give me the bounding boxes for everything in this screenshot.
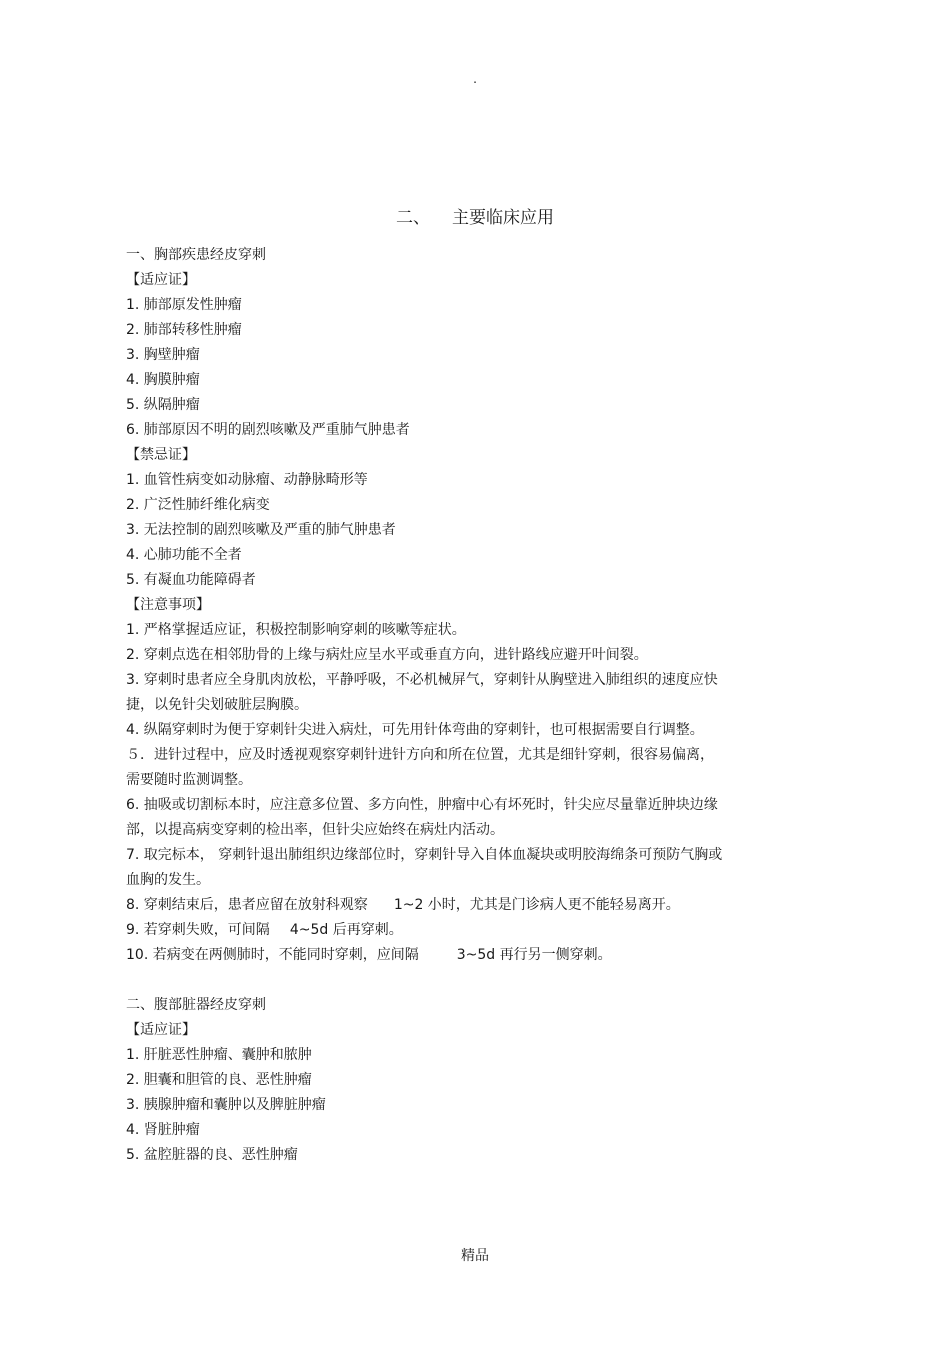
list-item: 2. 胆囊和胆管的良、恶性肿瘤	[126, 1072, 312, 1088]
list-item: 3. 穿刺时患者应全身肌肉放松，平静呼吸，不必机械屏气，穿刺针从胸壁进入肺组织的速度应快	[126, 672, 718, 688]
list-item	[126, 893, 776, 918]
list-item: 4. 纵隔穿刺时为便于穿刺针尖进入病灶，可先用针体弯曲的穿刺针，也可根据需要自行调整。	[126, 722, 704, 738]
note8-part1: 8. 穿刺结束后，患者应留在放射科观察	[126, 897, 368, 913]
note8-part2: 1~2 小时，尤其是门诊病人更不能轻易离开。	[393, 897, 680, 913]
note10-part2: 3~5d 再行另一侧穿刺。	[456, 947, 612, 963]
notes-label: 【注意事项】	[126, 597, 210, 613]
list-item: 4. 胸膜肿瘤	[126, 372, 200, 388]
list-item: 5. 盆腔脏器的良、恶性肿瘤	[126, 1147, 298, 1163]
list-item: 1. 血管性病变如动脉瘤、动静脉畸形等	[126, 472, 368, 488]
list-item: 1. 严格掌握适应证，积极控制影响穿刺的咳嗽等症状。	[126, 622, 466, 638]
list-item: 4. 肾脏肿瘤	[126, 1122, 200, 1138]
list-item: 1. 肺部原发性肿瘤	[126, 297, 242, 313]
list-item: 7. 取完标本， 穿刺针退出肺组织边缘部位时，穿刺针导入自体血凝块或明胶海绵条可预防气胸或	[126, 847, 723, 863]
list-item	[126, 943, 776, 968]
list-item: 1. 肝脏恶性肿瘤、囊肿和脓肿	[126, 1047, 312, 1063]
list-item: 4. 心肺功能不全者	[126, 547, 242, 563]
list-item: 6. 肺部原因不明的剧烈咳嗽及严重肺气肿患者	[126, 422, 410, 438]
indications-label: 【适应证】	[126, 1022, 196, 1038]
list-item: 2. 广泛性肺纤维化病变	[126, 497, 270, 513]
document-body	[126, 243, 776, 1168]
list-item: 5. 有凝血功能障碍者	[126, 572, 256, 588]
list-item: 3. 胸壁肿瘤	[126, 347, 200, 363]
list-item: 5. 纵隔肿瘤	[126, 397, 200, 413]
list-item: 2. 穿刺点选在相邻肋骨的上缘与病灶应呈水平或垂直方向，进针路线应避开叶间裂。	[126, 647, 648, 663]
list-item: 6. 抽吸或切割标本时，应注意多位置、多方向性，肿瘤中心有坏死时，针尖应尽量靠近肿块边缘	[126, 797, 718, 813]
contraindications-label: 【禁忌证】	[126, 447, 196, 463]
note10-part1: 10. 若病变在两侧肺时，不能同时穿刺，应间隔	[126, 947, 419, 963]
header-mark: .	[473, 72, 477, 86]
indications-label: 【适应证】	[126, 272, 196, 288]
list-item: 3. 无法控制的剧烈咳嗽及严重的肺气肿患者	[126, 522, 396, 538]
section-heading-abdomen: 二、腹部脏器经皮穿刺	[126, 997, 266, 1013]
note9-part1: 9. 若穿刺失败，可间隔	[126, 922, 270, 938]
title-number: 二、	[396, 208, 430, 228]
note9-part2: 4~5d 后再穿刺。	[289, 922, 403, 938]
page-title	[0, 206, 950, 230]
title-text: 主要临床应用	[452, 208, 554, 228]
list-item-continuation: 血胸的发生。	[126, 872, 210, 888]
list-item-continuation: 捷，以免针尖划破脏层胸膜。	[126, 697, 308, 713]
list-item-continuation: 需要随时监测调整。	[126, 772, 252, 788]
list-item: ５．进针过程中，应及时透视观察穿刺针进针方向和所在位置，尤其是细针穿刺，很容易偏离，	[126, 747, 714, 763]
list-item: 2. 肺部转移性肿瘤	[126, 322, 242, 338]
list-item: 3. 胰腺肿瘤和囊肿以及脾脏肿瘤	[126, 1097, 326, 1113]
list-item	[126, 918, 776, 943]
list-item-continuation: 部，以提高病变穿刺的检出率，但针尖应始终在病灶内活动。	[126, 822, 504, 838]
page-footer: 精品	[461, 1248, 489, 1264]
section-heading-chest: 一、胸部疾患经皮穿刺	[126, 247, 266, 263]
